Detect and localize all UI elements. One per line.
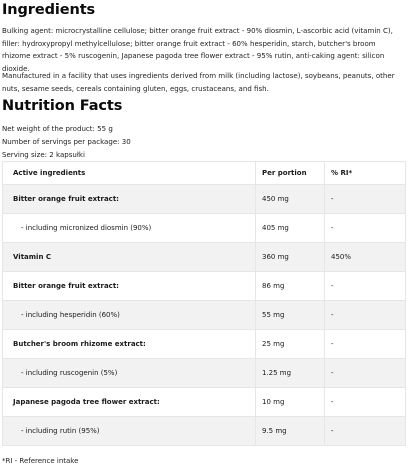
ingredient-name: Bitter orange fruit extract:: [3, 272, 256, 301]
per-portion-value: 9.5 mg: [256, 417, 325, 446]
per-portion-value: 1.25 mg: [256, 359, 325, 388]
ri-value: -: [325, 388, 406, 417]
column-header-ingredient: Active ingredients: [3, 162, 256, 185]
ingredient-name: - including micronized diosmin (90%): [3, 214, 256, 243]
table-row: [3, 214, 406, 243]
per-portion-value: 360 mg: [256, 243, 325, 272]
table-row: [3, 359, 406, 388]
servings-per-package: Number of servings per package: 30: [2, 137, 131, 146]
per-portion-value: 450 mg: [256, 185, 325, 214]
ri-value: -: [325, 359, 406, 388]
ri-value: -: [325, 272, 406, 301]
ingredient-name: Butcher's broom rhizome extract:: [3, 330, 256, 359]
table-row: [3, 301, 406, 330]
net-weight: Net weight of the product: 55 g: [2, 124, 113, 133]
ingredient-name: - including rutin (95%): [3, 417, 256, 446]
table-row: [3, 388, 406, 417]
per-portion-value: 405 mg: [256, 214, 325, 243]
ri-value: -: [325, 301, 406, 330]
ingredient-name: - including hesperidin (60%): [3, 301, 256, 330]
per-portion-value: 86 mg: [256, 272, 325, 301]
ingredient-name: Japanese pagoda tree flower extract:: [3, 388, 256, 417]
serving-size: Serving size: 2 kapsułki: [2, 150, 85, 159]
table-row: [3, 417, 406, 446]
ingredient-name: Bitter orange fruit extract:: [3, 185, 256, 214]
per-portion-value: 55 mg: [256, 301, 325, 330]
column-header-per-portion: Per portion: [256, 162, 325, 185]
ingredient-name: - including ruscogenin (5%): [3, 359, 256, 388]
table-row: [3, 243, 406, 272]
ingredients-heading: Ingredients: [2, 2, 96, 18]
per-portion-value: 10 mg: [256, 388, 325, 417]
ri-value: -: [325, 214, 406, 243]
ri-value: 450%: [325, 243, 406, 272]
ri-footnote: *RI - Reference intake: [2, 457, 79, 465]
ri-value: -: [325, 185, 406, 214]
table-row: [3, 185, 406, 214]
ri-value: -: [325, 330, 406, 359]
table-row: [3, 330, 406, 359]
per-portion-value: 25 mg: [256, 330, 325, 359]
ingredients-composition: Bulking agent: microcrystalline cellulose; bitter orange fruit extract - 90% diosmin, L-ascorbic acid (vitamin C), filler: hydroxypropyl methylcellulose; bitter orange fruit extract - 60% hesperidin, starch, butcher's broom rhizome extract - 5% ruscogenin, Japanese pagoda tree flower extract - 95% rutin, anti-caking agent: silicon dioxide.: [2, 26, 393, 73]
column-header-ri: % RI*: [325, 162, 406, 185]
nutrition-table-header: [3, 162, 406, 185]
nutrition-facts-heading: Nutrition Facts: [2, 98, 123, 114]
nutrition-table: [2, 161, 406, 446]
allergen-statement: Manufactured in a facility that uses ingredients derived from milk (including lactose), soybeans, peanuts, other nuts, sesame seeds, cereals containing gluten, eggs, crustaceans, and fish.: [2, 71, 395, 93]
ingredient-name: Vitamin C: [3, 243, 256, 272]
table-row: [3, 272, 406, 301]
ri-value: -: [325, 417, 406, 446]
